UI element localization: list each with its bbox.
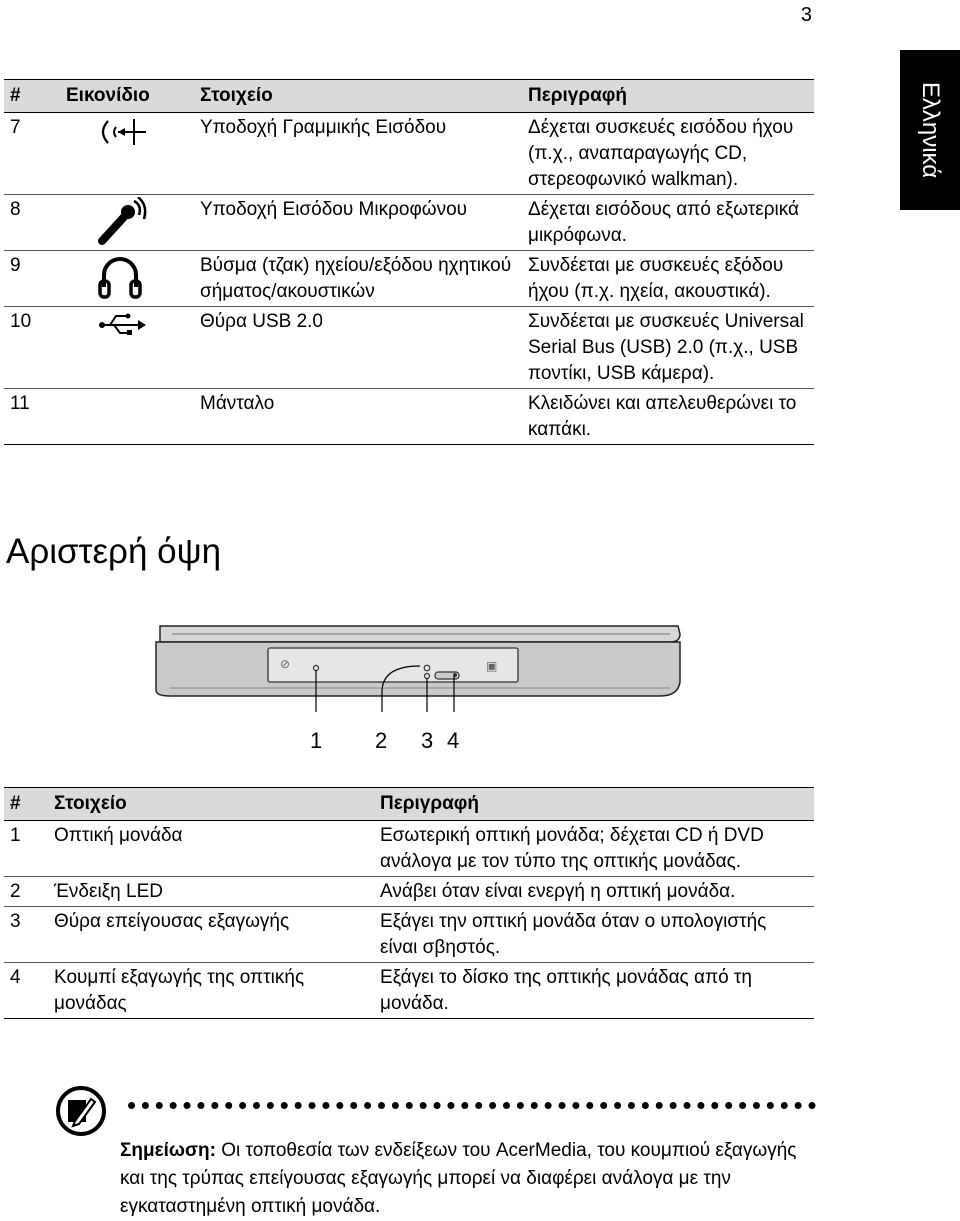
table-row: [4, 821, 814, 877]
header-icon: Εικονίδιο: [60, 80, 194, 113]
callout-1: 1: [310, 728, 323, 753]
usb-icon: [94, 309, 150, 339]
microphone-icon: [94, 197, 150, 247]
figure-callouts: [300, 728, 500, 758]
row-item: Υποδοχή Εισόδου Μικροφώνου: [194, 195, 522, 251]
row-desc: Συνδέεται με συσκευές Universal Serial Bus (USB) 2.0 (π.χ., USB ποντίκι, USB κάμερα).: [522, 307, 814, 389]
row-desc: Δέχεται συσκευές εισόδου ήχου (π.χ., αναπαραγωγής CD, στερεοφωνικό walkman).: [522, 113, 814, 195]
row-desc: Εξάγει το δίσκο της οπτικής μονάδας από τη μονάδα.: [374, 963, 814, 1019]
table-row: [4, 963, 814, 1019]
note-label: Σημείωση:: [120, 1140, 216, 1161]
row-desc: Δέχεται εισόδους από εξωτερικά μικρόφωνα.: [522, 195, 814, 251]
row-num: 2: [4, 877, 48, 907]
table-header-row: [4, 80, 814, 113]
row-num: 9: [4, 251, 60, 307]
optical-drive: [268, 648, 518, 682]
row-item: Υποδοχή Γραμμικής Εισόδου: [194, 113, 522, 195]
header-num: #: [4, 788, 48, 821]
header-desc: Περιγραφή: [374, 788, 814, 821]
callout-3: 3: [421, 728, 434, 753]
table-row: [4, 389, 814, 445]
language-tab-label: Ελληνικά: [917, 81, 944, 179]
row-num: 8: [4, 195, 60, 251]
section-title: Αριστερή όψη: [6, 532, 222, 571]
page-number: 3: [800, 4, 812, 26]
row-item: Θύρα επείγουσας εξαγωγής: [48, 907, 374, 963]
header-item: Στοιχείο: [48, 788, 374, 821]
left-view-table: [4, 787, 814, 1019]
table-header-row: [4, 788, 814, 821]
row-num: 1: [4, 821, 48, 877]
row-num: 3: [4, 907, 48, 963]
row-icon-cell: [60, 251, 194, 307]
header-num: #: [4, 80, 60, 113]
note-text: [120, 1137, 820, 1221]
table-row: [4, 195, 814, 251]
row-desc: Ανάβει όταν είναι ενεργή η οπτική μονάδα.: [374, 877, 814, 907]
top-ports-table: [4, 79, 814, 445]
svg-text:⊘: ⊘: [280, 657, 291, 671]
row-desc: Κλειδώνει και απελευθερώνει το καπάκι.: [522, 389, 814, 445]
note-divider: [128, 1102, 816, 1109]
row-item: Μάνταλο: [194, 389, 522, 445]
row-item: Κουμπί εξαγωγής της οπτικής μονάδας: [48, 963, 374, 1019]
table-row: [4, 251, 814, 307]
note-body: Οι τοποθεσία των ενδείξεων του AcerMedia, του κουμπιού εξαγωγής και της τρύπας επείγουσας εξαγωγής μπορεί να διαφέρει ανάλογα με την εγκαταστημένη οπτική μονάδα.: [120, 1140, 797, 1217]
row-item: Θύρα USB 2.0: [194, 307, 522, 389]
laptop-left-view-figure: [150, 612, 690, 712]
row-desc: Εσωτερική οπτική μονάδα; δέχεται CD ή DVD ανάλογα με τον τύπο της οπτικής μονάδας.: [374, 821, 814, 877]
header-desc: Περιγραφή: [522, 80, 814, 113]
row-item: Βύσμα (τζακ) ηχείου/εξόδου ηχητικού σήματος/ακουστικών: [194, 251, 522, 307]
note-pen-icon: [55, 1085, 107, 1137]
row-item: Οπτική μονάδα: [48, 821, 374, 877]
callout-2: 2: [375, 728, 388, 753]
line-in-jack-icon: [94, 115, 150, 149]
svg-text:▣: ▣: [486, 659, 498, 673]
row-num: 10: [4, 307, 60, 389]
table-row: [4, 907, 814, 963]
header-item: Στοιχείο: [194, 80, 522, 113]
row-icon-cell: [60, 307, 194, 389]
language-tab: [900, 50, 960, 210]
callout-4: 4: [447, 728, 460, 753]
row-desc: Εξάγει την οπτική μονάδα όταν ο υπολογιστής είναι σβηστός.: [374, 907, 814, 963]
row-desc: Συνδέεται με συσκευές εξόδου ήχου (π.χ. ηχεία, ακουστικά).: [522, 251, 814, 307]
row-item: Ένδειξη LED: [48, 877, 374, 907]
table-row: [4, 113, 814, 195]
row-icon-cell: [60, 195, 194, 251]
headphones-icon: [94, 253, 150, 301]
row-num: 7: [4, 113, 60, 195]
row-num: 4: [4, 963, 48, 1019]
table-row: [4, 877, 814, 907]
row-icon-cell: [60, 113, 194, 195]
row-num: 11: [4, 389, 60, 445]
table-row: [4, 307, 814, 389]
row-icon-cell: [60, 389, 194, 445]
